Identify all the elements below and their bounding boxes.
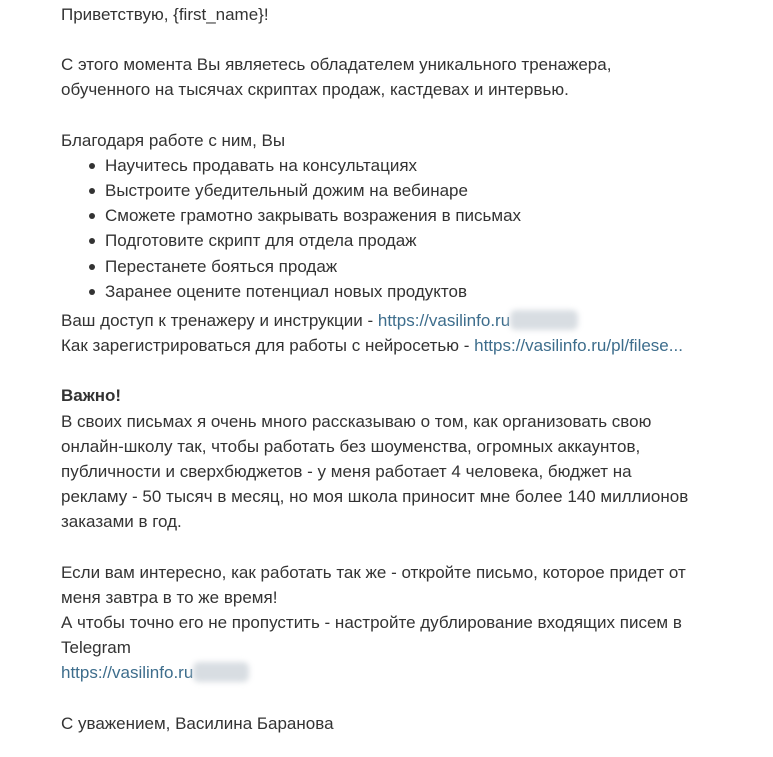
important-line: публичности и сверхбюджетов - у меня работает 4 человека, бюджет на [61,462,632,482]
followup-link-line [61,660,741,685]
list-item: Перестанете бояться продаж [61,254,741,279]
trainer-access-link[interactable]: https://vasilinfo.ru [377,311,511,331]
benefits-lead: Благодаря работе с ним, Вы [61,130,286,150]
register-link[interactable]: https://vasilinfo.ru/pl/filese... [474,336,683,356]
greeting: Приветствую, {first_name}! [61,5,269,24]
trainer-access-label: Ваш доступ к тренажеру и инструкции - [61,311,378,331]
spacer [61,27,741,52]
redacted-url-blur [510,310,578,330]
important-line: онлайн-школу так, чтобы работать без шоуменства, огромных аккаунтов, [61,436,641,456]
list-item: Заранее оцените потенциал новых продуктов [61,279,741,304]
list-item: Сможете грамотно закрывать возражения в письмах [61,203,741,228]
followup-line: Telegram [61,638,131,658]
trainer-access-line [61,308,741,333]
register-line [61,333,741,358]
spacer [61,686,741,711]
spacer [61,103,741,128]
followup-line: Если вам интересно, как работать так же - откройте письмо, которое придет от [61,562,686,582]
spacer [61,358,741,383]
intro-line: обученного на тысячах скриптах продаж, кастдевах и интервью. [61,80,569,100]
benefits-list [61,153,741,304]
important-section [61,383,741,534]
intro-paragraph [61,52,741,102]
followup-line: А чтобы точно его не пропустить - настройте дублирование входящих писем в [61,613,682,633]
redacted-url-blur [193,662,249,682]
email-body [61,2,741,736]
important-heading: Важно! [61,386,122,406]
telegram-setup-link[interactable]: https://vasilinfo.ru [61,663,194,683]
register-label: Как зарегистрироваться для работы с нейросетью - [61,336,475,356]
important-line: В своих письмах я очень много рассказываю о том, как организовать свою [61,411,652,431]
list-item: Подготовите скрипт для отдела продаж [61,228,741,253]
list-item: Научитесь продавать на консультациях [61,153,741,178]
important-line: заказами в год. [61,512,182,532]
spacer [61,535,741,560]
signature: С уважением, Василина Баранова [61,713,334,733]
intro-line: С этого момента Вы являетесь обладателем уникального тренажера, [61,55,612,75]
followup-section [61,560,741,686]
important-line: рекламу - 50 тысяч в месяц, но моя школа приносит мне более 140 миллионов [61,487,689,507]
list-item: Выстроите убедительный дожим на вебинаре [61,178,741,203]
followup-line: меня завтра в то же время! [61,587,278,607]
